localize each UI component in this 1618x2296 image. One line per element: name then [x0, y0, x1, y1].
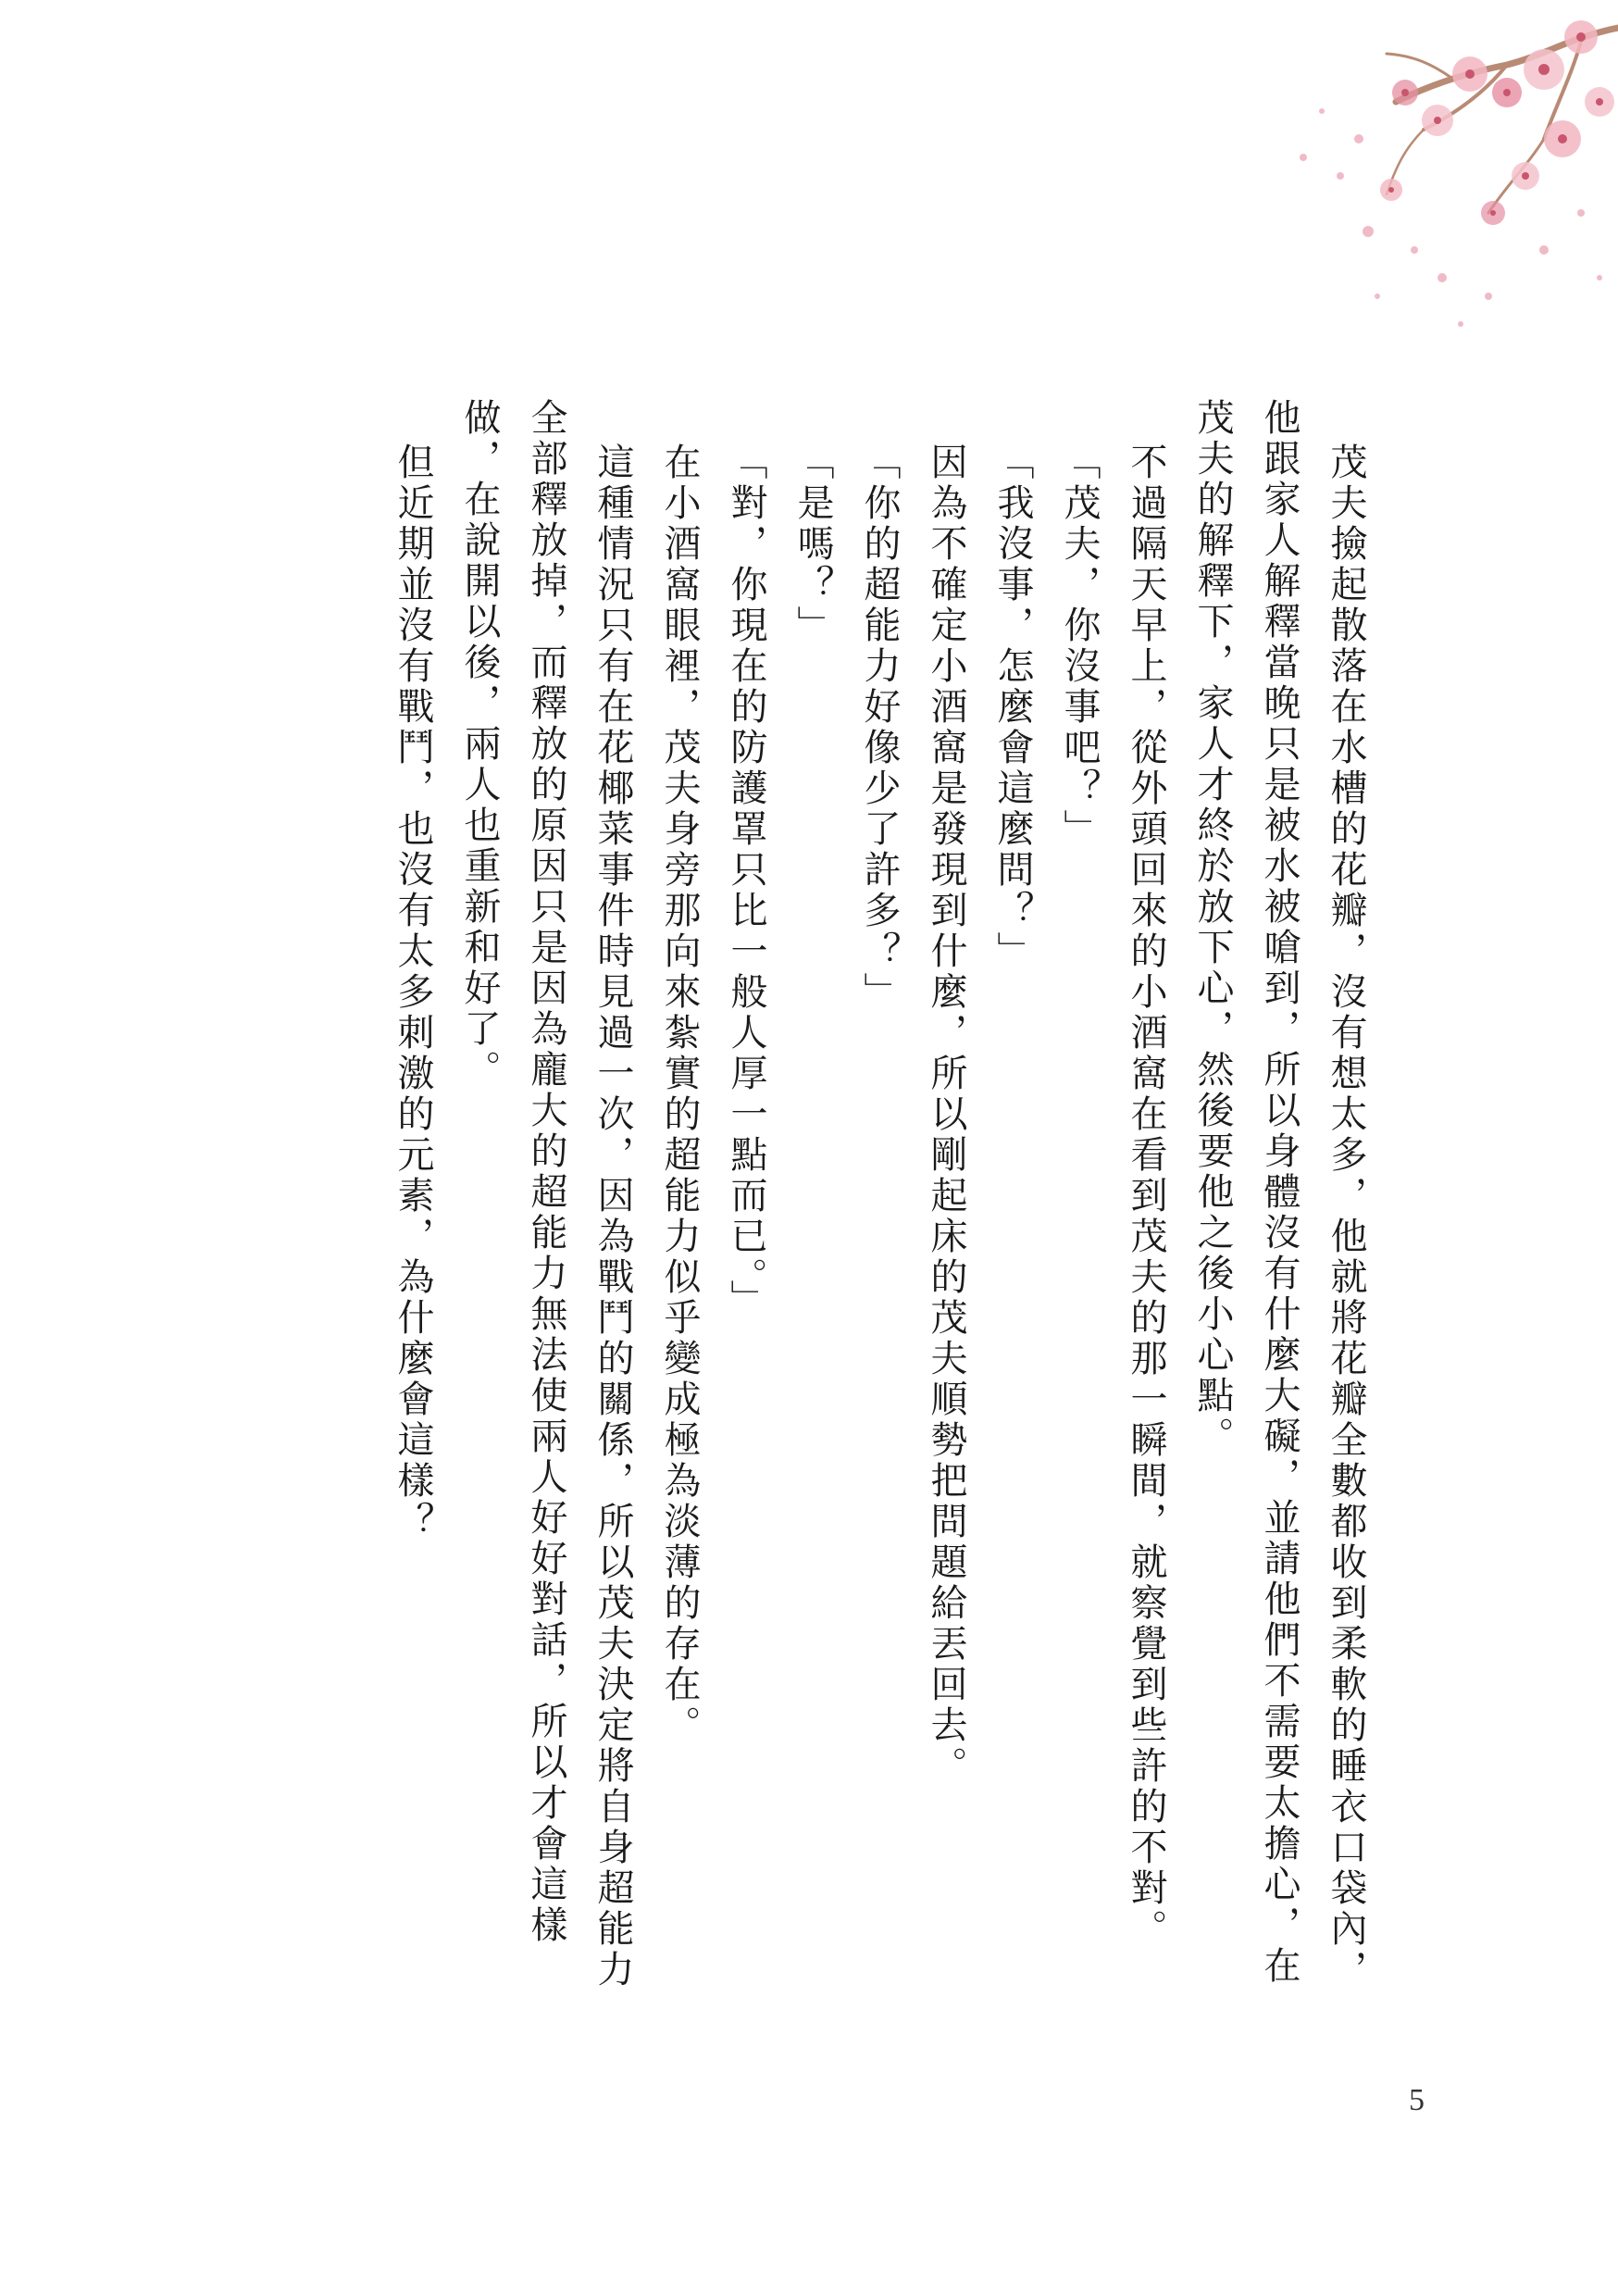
paragraph-8: 「對，你現在的防護罩只比一般人厚一點而已。」	[725, 443, 767, 1320]
paragraph-10: 這種情況只有在花椰菜事件時見過一次，因為戰鬥的關係，所以茂夫決定將自身超能力全部釋放掉，而釋放的原因只是因為龐大的超能力無法使兩人好好對話，所以才會這樣做，在說開以後，兩人也重新和好了。	[458, 398, 634, 1990]
paragraph-5: 因為不確定小酒窩是發現到什麼，所以剛起床的茂夫順勢把問題給丟回去。	[925, 443, 967, 1787]
paragraph-7: 「是嗎？」	[791, 443, 834, 646]
paragraph-4: 「我沒事，怎麼會這麼問？」	[991, 443, 1034, 972]
branch-lines	[1387, 28, 1618, 213]
page-number: 5	[1409, 2083, 1425, 2117]
paragraph-11: 但近期並沒有戰鬥，也沒有太多刺激的元素，為什麼會這樣？	[392, 443, 434, 1542]
body-text	[392, 398, 1379, 2018]
paragraph-9: 在小酒窩眼裡，茂夫身旁那向來紮實的超能力似乎變成極為淡薄的存在。	[658, 443, 701, 1746]
paragraph-3: 「茂夫，你沒事吧？」	[1058, 443, 1101, 850]
paragraph-2: 不過隔天早上，從外頭回來的小酒窩在看到茂夫的那一瞬間，就察覺到些許的不對。	[1125, 443, 1167, 1950]
paragraph-1: 茂夫撿起散落在水槽的花瓣，沒有想太多，他就將花瓣全數都收到柔軟的睡衣口袋內，他跟家人解釋當晚只是被水被嗆到，所以身體沒有什麼大礙，並請他們不需要太擔心，在茂夫的解釋下，家人才終於放下心，然後要他之後小心點。	[1191, 398, 1367, 1990]
paragraph-6: 「你的超能力好像少了許多？」	[858, 443, 901, 1013]
cherry-blossom-decoration	[1026, 0, 1618, 352]
blossom-cluster	[1380, 20, 1614, 225]
